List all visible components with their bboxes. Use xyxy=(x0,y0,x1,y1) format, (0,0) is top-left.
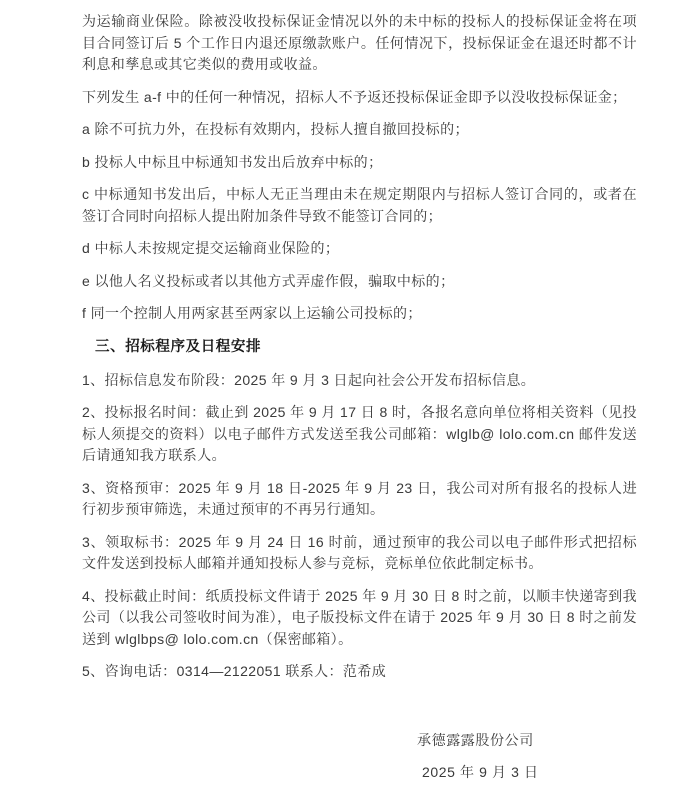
clause-b-abandon-award: b 投标人中标且中标通知书发出后放弃中标的； xyxy=(82,153,383,170)
signature-block xyxy=(82,730,637,784)
clause-d-no-insurance: d 中标人未按规定提交运输商业保险的； xyxy=(82,240,340,256)
clause-f-same-controller: f 同一个控制人用两家甚至两家以上运输公司投标的； xyxy=(82,305,422,321)
clause-a-withdraw-bid: a 除不可抗力外，在投标有效期内，投标人擅自撤回投标的； xyxy=(82,121,469,137)
item-3-prequalification: 3、资格预审：2025 年 9 月 18 日-2025 年 9 月 23 日，我公司对所有报名的投标人进行初步预审筛选，未通过预审的不再另行通知。 xyxy=(82,479,637,517)
paragraph-deposit-refund: 为运输商业保险。除被没收投标保证金情况以外的未中标的投标人的投标保证金将在项目合同签订后 5 个工作日内退还原缴款账户。任何情况下，投标保证金在退还时都不计利息和孳息或其它类似的费用或收益。 xyxy=(82,13,637,72)
item-4-bid-deadline: 4、投标截止时间：纸质投标文件请于 2025 年 9 月 30 日 8 时之前，以顺丰快递寄到我公司（以我公司签收时间为准），电子版投标文件在请于 2025 年 9 月 30 日 8 时之前发送到 wlglbps@ lolo.com.cn（保密邮箱）。 xyxy=(82,587,637,647)
item-1-info-release: 1、招标信息发布阶段：2025 年 9 月 3 日起向社会公开发布招标信息。 xyxy=(82,371,536,388)
section-heading-procedure-schedule: 三、招标程序及日程安排 xyxy=(95,338,262,355)
item-5-contact-phone: 5、咨询电话：0314—2122051 联系人：范希成 xyxy=(82,663,387,679)
clause-e-fraud: e 以他人名义投标或者以其他方式弄虚作假，骗取中标的； xyxy=(82,272,455,289)
paragraph-forfeit-intro: 下列发生 a-f 中的任何一种情况，招标人不予返还投标保证金即予以没收投标保证金； xyxy=(82,88,627,105)
clause-c-refuse-contract: c 中标通知书发出后，中标人无正当理由未在规定期限内与招标人签订合同的，或者在签订合同时向招标人提出附加条件导致不能签订合同的； xyxy=(82,186,637,224)
signature-date: 2025 年 9 月 3 日 xyxy=(422,764,539,780)
item-2-registration-deadline: 2、投标报名时间：截止到 2025 年 9 月 17 日 8 时，各报名意向单位将相关资料（见投标人须提交的资料）以电子邮件方式发送至我公司邮箱：wlglb@ lolo.com.cn 邮件发送后请通知我方联系人。 xyxy=(82,404,637,463)
signature-company-name: 承德露露股份公司 xyxy=(417,731,534,748)
item-3-obtain-bid-documents: 3、领取标书：2025 年 9 月 24 日 16 时前，通过预审的我公司以电子邮件形式把招标文件发送到投标人邮箱并通知投标人参与竞标，竞标单位依此制定标书。 xyxy=(82,533,637,571)
